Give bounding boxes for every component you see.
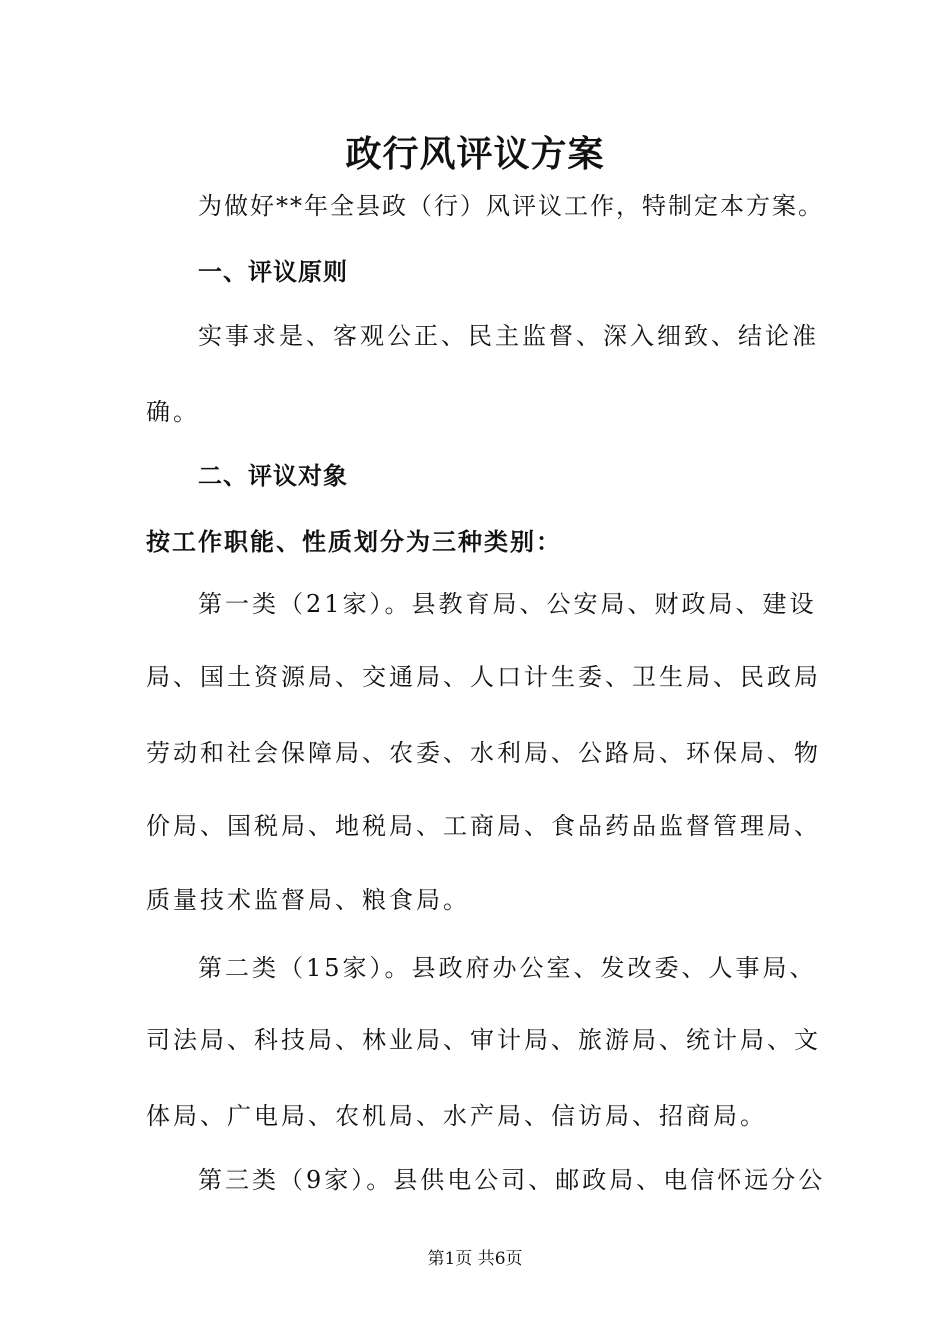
intro-paragraph: 为做好**年全县政（行）风评议工作，特制定本方案。 <box>198 192 824 220</box>
principles-text-line-2: 确。 <box>146 398 200 426</box>
category-1-line-3: 劳动和社会保障局、农委、水利局、公路局、环保局、物 <box>146 739 821 767</box>
page-footer: 第1页 共6页 <box>427 1249 523 1269</box>
document-title: 政行风评议方案 <box>345 133 605 175</box>
category-1-line-4: 价局、国税局、地税局、工商局、食品药品监督管理局、 <box>146 812 821 840</box>
category-1-line-5: 质量技术监督局、粮食局。 <box>146 886 470 914</box>
section-heading-principles: 一、评议原则 <box>198 258 348 286</box>
category-2-line-1: 第二类（15家）。县政府办公室、发改委、人事局、 <box>198 954 817 982</box>
principles-text-line-1: 实事求是、客观公正、民主监督、深入细致、结论准 <box>198 322 819 350</box>
category-3-line-1: 第三类（9家）。县供电公司、邮政局、电信怀远分公 <box>198 1166 826 1194</box>
category-2-line-2: 司法局、科技局、林业局、审计局、旅游局、统计局、文 <box>146 1026 821 1054</box>
category-2-line-3: 体局、广电局、农机局、水产局、信访局、招商局。 <box>146 1102 767 1130</box>
section-heading-targets: 二、评议对象 <box>198 462 348 490</box>
category-1-line-1: 第一类（21家）。县教育局、公安局、财政局、建设 <box>198 590 817 618</box>
classification-line: 按工作职能、性质划分为三种类别： <box>146 527 562 556</box>
category-1-line-2: 局、国土资源局、交通局、人口计生委、卫生局、民政局 <box>146 663 821 691</box>
